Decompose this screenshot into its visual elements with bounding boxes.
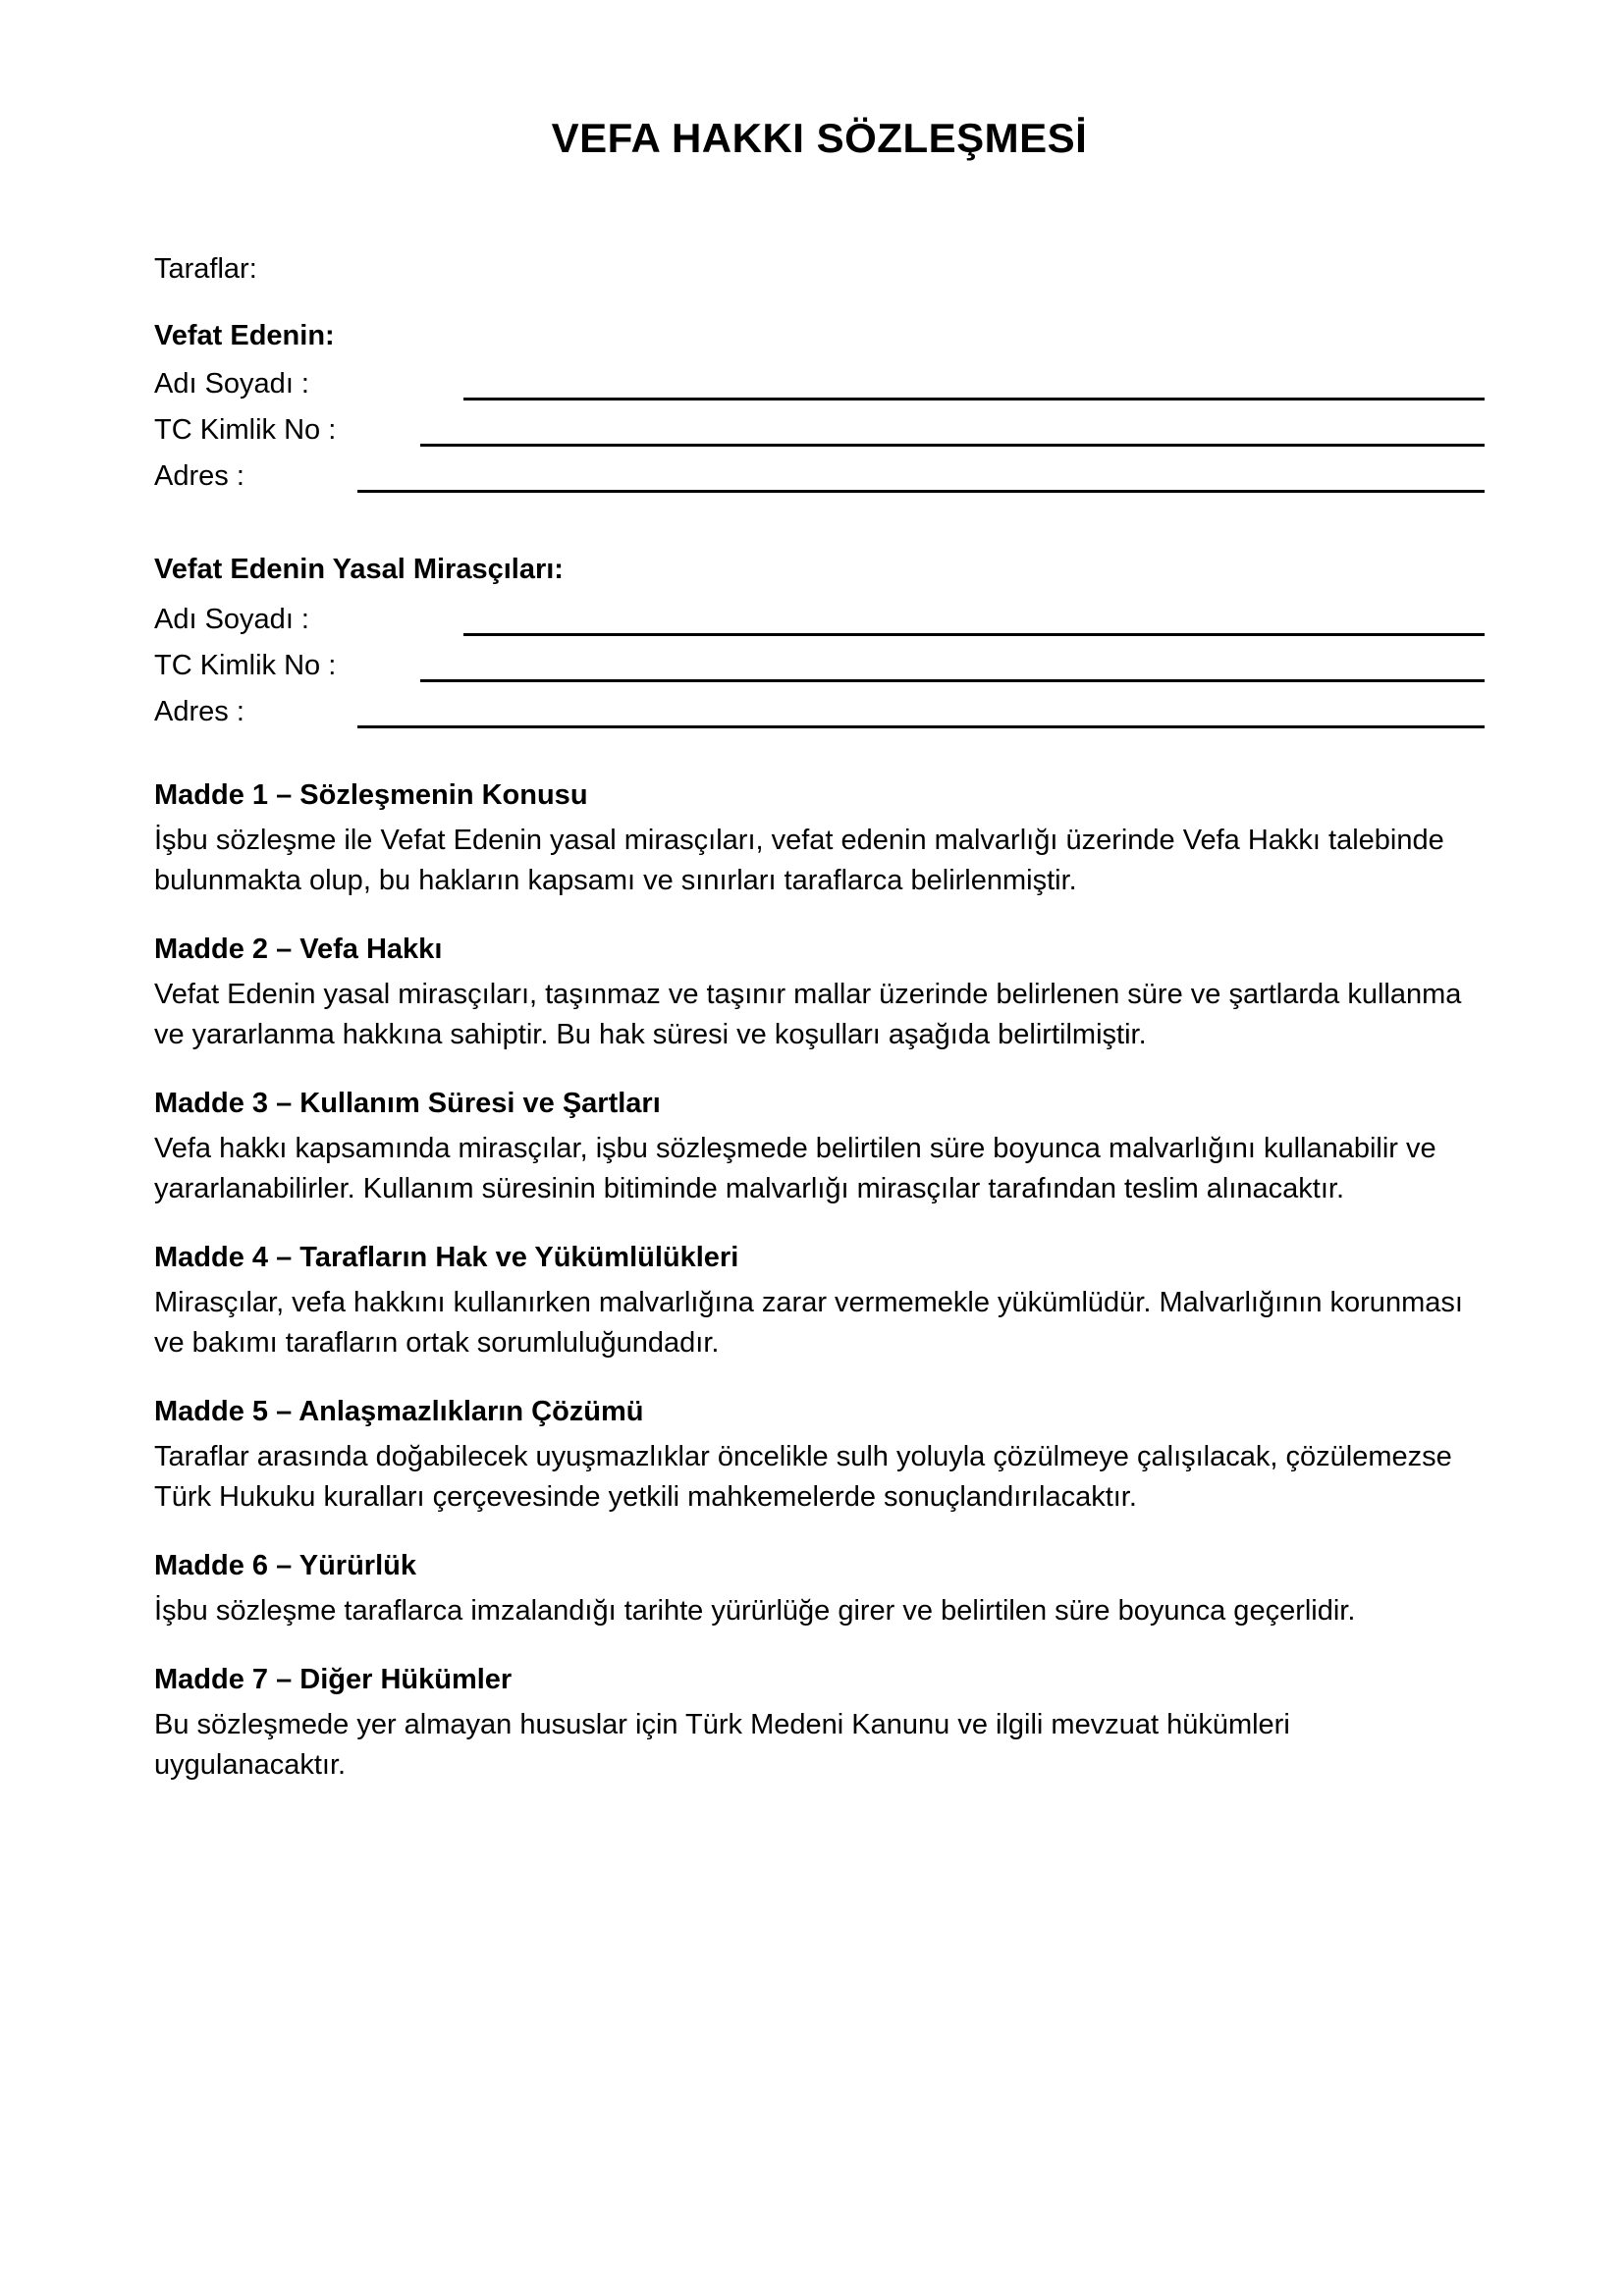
- address-fill-in-line[interactable]: [357, 725, 1485, 728]
- name-field-label: Adı Soyadı :: [154, 368, 309, 400]
- article-1-body: İşbu sözleşme ile Vefat Edenin yasal mirasçıları, vefat edenin malvarlığı üzerinde Vefa Hakkı talebinde bulunmakta olup, bu hakların kapsamı ve sınırları taraflarca belirlenmiştir.: [154, 825, 1444, 896]
- address-fill-in-line[interactable]: [357, 490, 1485, 493]
- article-2: [154, 930, 1485, 1055]
- address-field-label: Adres :: [154, 696, 244, 727]
- article-6-heading: Madde 6 – Yürürlük: [154, 1550, 416, 1581]
- field-row-national-id: [154, 644, 1485, 690]
- field-row-address: [154, 690, 1485, 736]
- article-7-heading: Madde 7 – Diğer Hükümler: [154, 1664, 513, 1695]
- name-fill-in-line[interactable]: [463, 633, 1485, 636]
- article-6: [154, 1546, 1485, 1631]
- article-4: [154, 1238, 1485, 1363]
- field-row-national-id: [154, 408, 1485, 454]
- national-id-field-label: TC Kimlik No :: [154, 414, 337, 446]
- national-id-fill-in-line[interactable]: [420, 679, 1485, 682]
- article-4-body: Mirasçılar, vefa hakkını kullanırken malvarlığına zarar vermemekle yükümlüdür. Malvarlığının korunması ve bakımı tarafların ortak sorumluluğundadır.: [154, 1287, 1463, 1359]
- national-id-field-label: TC Kimlik No :: [154, 650, 337, 681]
- article-2-body: Vefat Edenin yasal mirasçıları, taşınmaz ve taşınır mallar üzerinde belirlenen süre ve şartlarda kullanma ve yararlanma hakkına sahiptir. Bu hak süresi ve koşulları aşağıda belirtilmiştir.: [154, 979, 1462, 1050]
- article-6-body: İşbu sözleşme taraflarca imzalandığı tarihte yürürlüğe girer ve belirtilen süre boyunca geçerlidir.: [154, 1595, 1356, 1627]
- article-7-body: Bu sözleşmede yer almayan hususlar için Türk Medeni Kanunu ve ilgili mevzuat hükümleri uygulanacaktır.: [154, 1709, 1290, 1781]
- name-fill-in-line[interactable]: [463, 398, 1485, 400]
- article-2-heading: Madde 2 – Vefa Hakkı: [154, 934, 443, 965]
- party-fields-legal-heirs: [154, 598, 1485, 736]
- article-3: [154, 1084, 1485, 1209]
- party-heading-legal-heirs: Vefat Edenin Yasal Mirasçıları:: [154, 554, 564, 585]
- party-heading-deceased: Vefat Edenin:: [154, 320, 335, 351]
- national-id-fill-in-line[interactable]: [420, 444, 1485, 447]
- name-field-label: Adı Soyadı :: [154, 604, 309, 635]
- field-row-address: [154, 454, 1485, 501]
- article-3-body: Vefa hakkı kapsamında mirasçılar, işbu sözleşmede belirtilen süre boyunca malvarlığını kullanabilir ve yararlanabilirler. Kullanım süresinin bitiminde malvarlığı mirasçılar tarafından teslim alınacaktır.: [154, 1133, 1436, 1204]
- article-4-heading: Madde 4 – Tarafların Hak ve Yükümlülükleri: [154, 1242, 739, 1273]
- article-7: [154, 1660, 1485, 1786]
- article-5: [154, 1392, 1485, 1518]
- articles-section: [154, 775, 1485, 1786]
- article-5-body: Taraflar arasında doğabilecek uyuşmazlıklar öncelikle sulh yoluyla çözülmeye çalışılacak, çözülemezse Türk Hukuku kuralları çerçevesinde yetkili mahkemelerde sonuçlandırılacaktır.: [154, 1441, 1452, 1513]
- article-1: [154, 775, 1485, 901]
- address-field-label: Adres :: [154, 460, 244, 492]
- parties-label: Taraflar:: [154, 253, 257, 285]
- field-row-name: [154, 362, 1485, 408]
- document-title: VEFA HAKKI SÖZLEŞMESİ: [551, 115, 1088, 161]
- article-5-heading: Madde 5 – Anlaşmazlıkların Çözümü: [154, 1396, 644, 1427]
- article-1-heading: Madde 1 – Sözleşmenin Konusu: [154, 779, 588, 811]
- party-fields-deceased: [154, 362, 1485, 501]
- field-row-name: [154, 598, 1485, 644]
- article-3-heading: Madde 3 – Kullanım Süresi ve Şartları: [154, 1088, 661, 1119]
